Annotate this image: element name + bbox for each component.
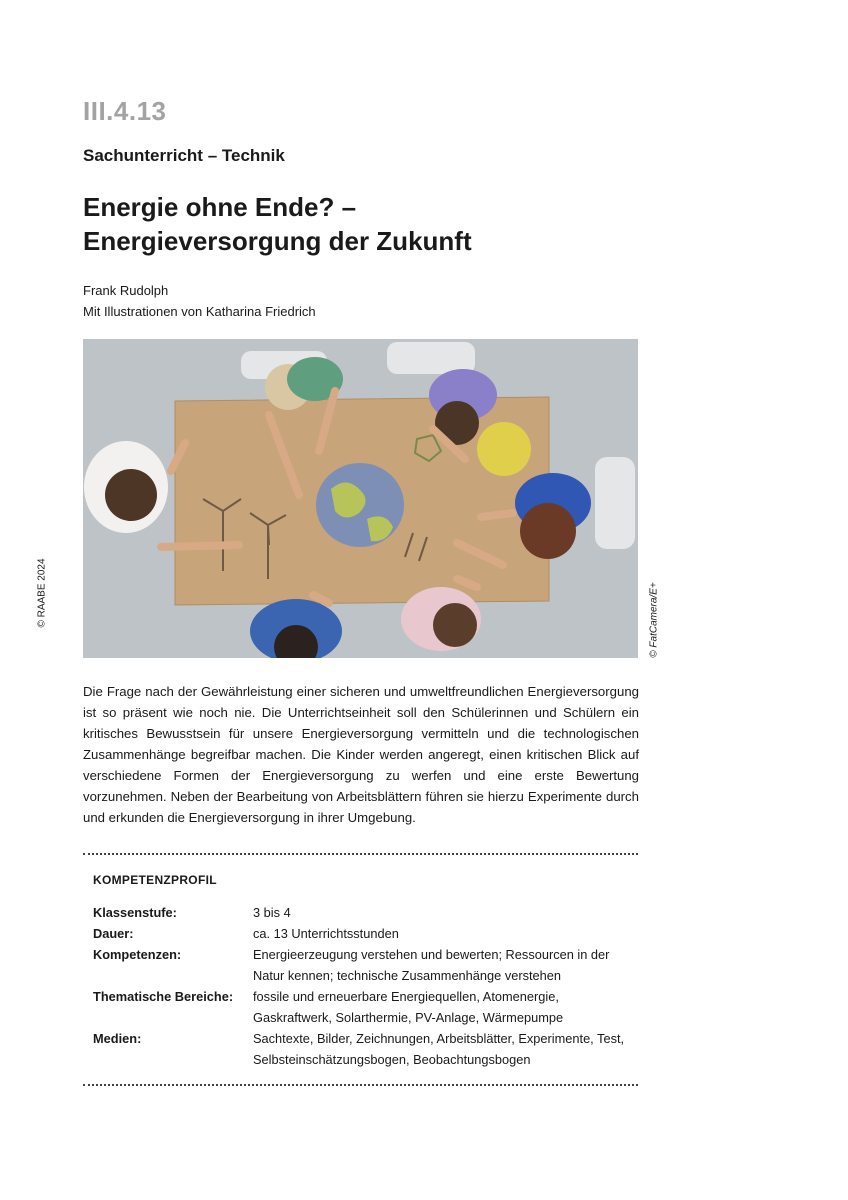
title-line-2: Energieversorgung der Zukunft	[83, 226, 472, 256]
title-line-1: Energie ohne Ende? –	[83, 192, 357, 222]
author-name: Frank Rudolph	[83, 283, 169, 298]
profile-label: Thematische Bereiche:	[93, 989, 234, 1004]
divider-top	[83, 853, 638, 855]
profile-value: 3 bis 4	[253, 905, 291, 920]
chapter-number: III.4.13	[83, 96, 167, 126]
profile-label: Dauer:	[93, 926, 134, 941]
profile-row-duration	[93, 923, 633, 944]
profile-heading: KOMPETENZPROFIL	[93, 873, 217, 887]
profile-value: fossile und erneuerbare Energiequellen, Atomenergie, Gaskraftwerk, Solarthermie, PV-Anlage, Wärmepumpe	[253, 989, 564, 1025]
cover-photo	[83, 339, 638, 658]
divider-bottom	[83, 1084, 638, 1086]
profile-label: Kompetenzen:	[93, 947, 182, 962]
profile-label: Medien:	[93, 1031, 142, 1046]
copyright-note: © RAABE 2024	[36, 558, 48, 628]
photo-credit: © FatCamera/E+	[648, 582, 660, 658]
children-drawing-photo	[83, 339, 638, 658]
profile-value: Sachtexte, Bilder, Zeichnungen, Arbeitsblätter, Experimente, Test, Selbsteinschätzungsbogen, Beobachtungsbogen	[253, 1031, 625, 1067]
profile-row-media	[93, 1028, 633, 1070]
profile-row-competencies	[93, 944, 633, 986]
profile-row-topics	[93, 986, 633, 1028]
competence-profile	[93, 902, 633, 1070]
author-block	[83, 280, 316, 322]
page-title	[83, 190, 472, 258]
profile-label: Klassenstufe:	[93, 905, 177, 920]
subject-heading: Sachunterricht – Technik	[83, 146, 285, 165]
profile-value: ca. 13 Unterrichtsstunden	[253, 926, 399, 941]
intro-paragraph: Die Frage nach der Gewährleistung einer sicheren und umweltfreundlichen Energieversorgung ist so präsent wie noch nie. Die Unterrichtseinheit soll den Schülerinnen und Schülern ein kritisches Bewusstsein für unsere Energieversorgung vermitteln und die technologischen Zusammenhänge begreifbar machen. Die Kinder werden angeregt, einen kritischen Blick auf verschiedene Formen der Energieversorgung zu werfen und eine erste Bewertung vorzunehmen. Neben der Bearbeitung von Arbeitsblättern führen sie hierzu Experimente durch und erkunden die Energieversorgung in ihrer Umgebung.	[83, 684, 639, 825]
illustrator-credit: Mit Illustrationen von Katharina Friedrich	[83, 304, 316, 319]
profile-value: Energieerzeugung verstehen und bewerten; Ressourcen in der Natur kennen; technische Zusammenhänge verstehen	[253, 947, 610, 983]
profile-row-grade	[93, 902, 633, 923]
